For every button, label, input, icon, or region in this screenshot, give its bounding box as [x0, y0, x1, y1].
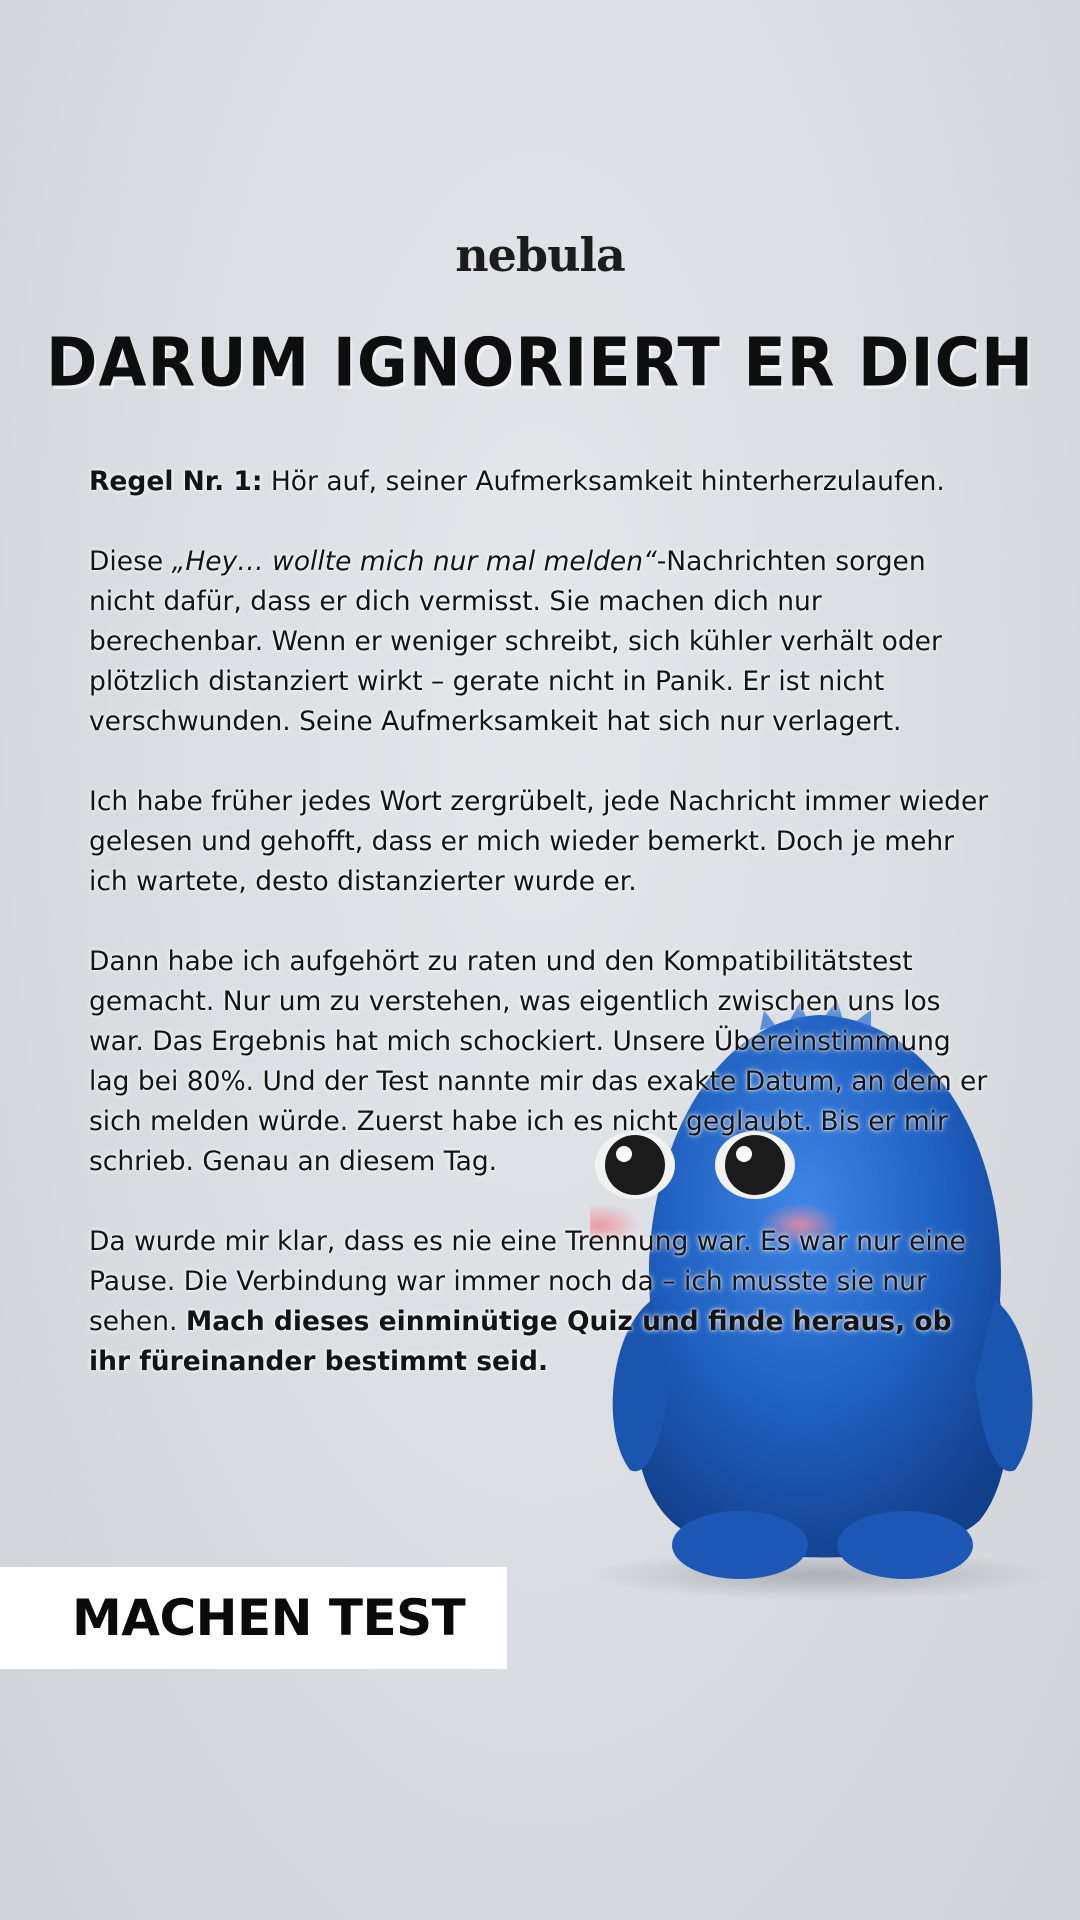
- paragraph-messages: [89, 542, 989, 742]
- rule-text: Hör auf, seiner Aufmerksamkeit hinterherzulaufen.: [262, 466, 945, 497]
- p5-text: Da wurde mir klar, dass es nie eine Trennung war. Es war nur eine Pause. Die Verbindung war immer noch da – ich musste sie nur sehen.: [89, 1226, 966, 1337]
- article-body: [89, 462, 989, 1422]
- p2-after: -Nachrichten sorgen nicht dafür, dass er dich vermisst. Sie machen dich nur berechenbar. Wenn er weniger schreibt, sich kühler verhält oder plötzlich distanziert wirkt – gerate nicht in Panik. Er ist nicht verschwunden. Seine Aufmerksamkeit hat sich nur verlagert.: [89, 546, 942, 737]
- rule-label: Regel Nr. 1:: [89, 466, 263, 497]
- p2-quote: „Hey… wollte mich nur mal melden“: [171, 546, 657, 577]
- p2-before: Diese: [89, 546, 172, 577]
- headline: DARUM IGNORIERT ER DICH: [46, 323, 1034, 402]
- take-test-button[interactable]: [0, 1567, 507, 1669]
- take-test-label: MACHEN TEST: [72, 1589, 466, 1647]
- paragraph-rule: [89, 462, 989, 502]
- p5-call-to-action-text: Mach dieses einminütige Quiz und finde heraus, ob ihr füreinander bestimmt seid.: [89, 1306, 952, 1377]
- brand-logo: nebula: [455, 228, 625, 282]
- paragraph-test: Dann habe ich aufgehört zu raten und den Kompatibilitätstest gemacht. Nur um zu verstehen, was eigentlich zwischen uns los war. Das Ergebnis hat mich schockiert. Unsere Übereinstimmung lag bei 80%. Und der Test nannte mir das exakte Datum, an dem er sich melden würde. Zuerst habe ich es nicht geglaubt. Bis er mir schrieb. Genau an diesem Tag.: [89, 946, 988, 1177]
- paragraph-conclusion: [89, 1222, 989, 1382]
- paragraph-past: Ich habe früher jedes Wort zergrübelt, jede Nachricht immer wieder gelesen und gehofft, dass er mich wieder bemerkt. Doch je mehr ich wartete, desto distanzierter wurde er.: [89, 786, 989, 897]
